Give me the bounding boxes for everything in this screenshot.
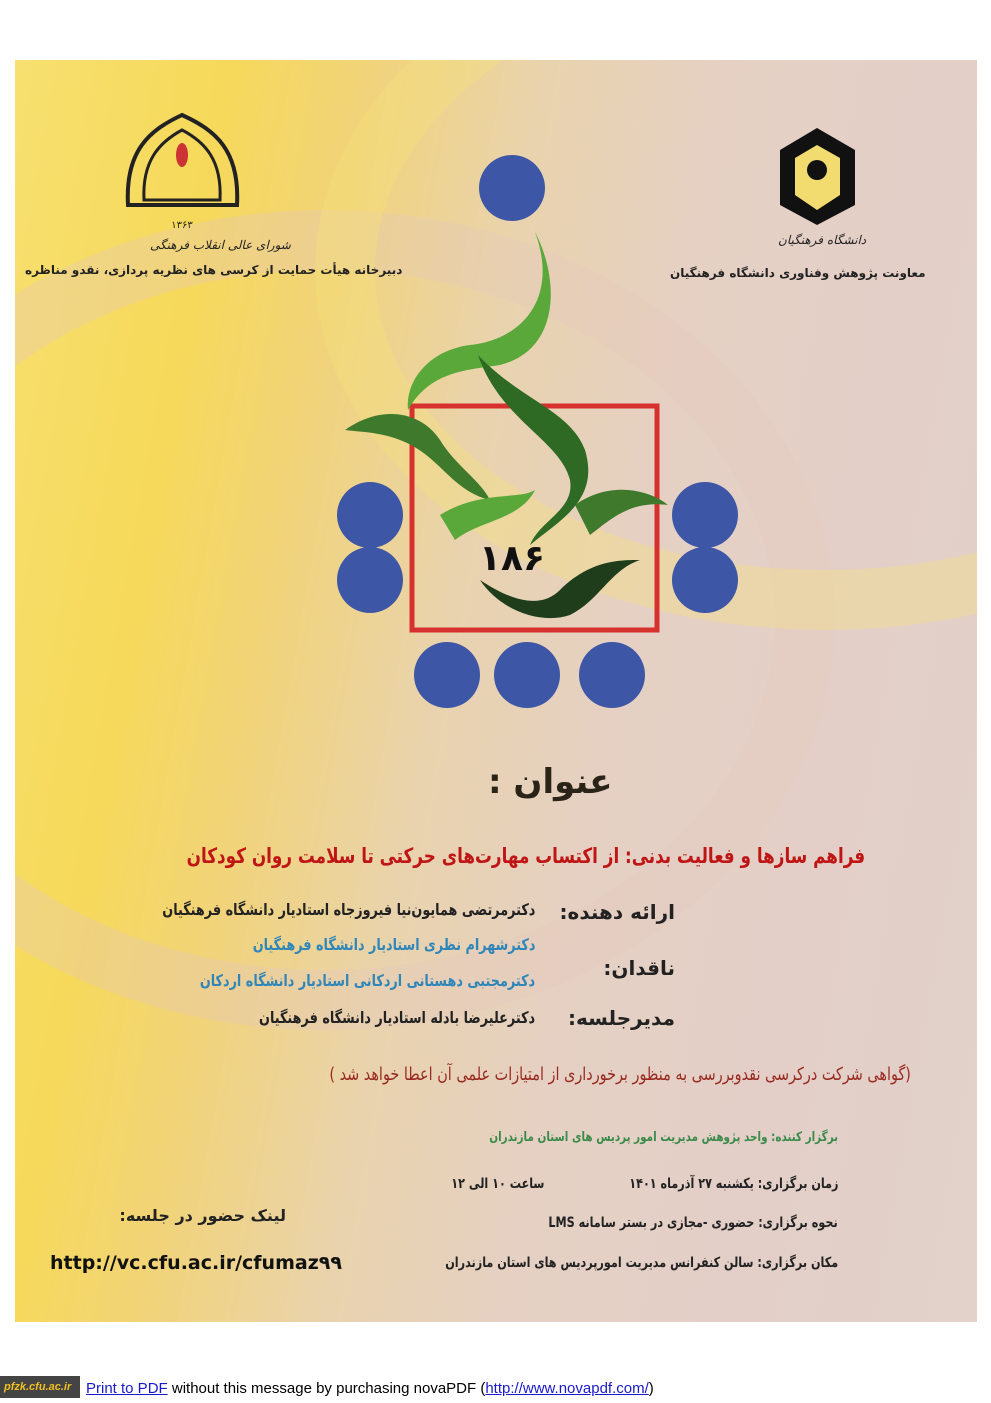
moderator-label: مدیرجلسه: [568,1006,675,1030]
event-title: فراهم سازها و فعالیت بدنی: از اکتساب مهارت‌های حرکتی تا سلامت روان کودکان [186,844,865,868]
farhangian-university-logo [775,125,860,230]
link-label: لینک حضور در جلسه: [119,1206,286,1225]
novapdf-link[interactable]: http://www.novapdf.com/ [485,1380,649,1397]
presenter-label: ارائه دهنده: [559,900,675,924]
print-to-pdf-link[interactable]: Print to PDF [86,1380,168,1397]
presenter: دکترمرتضی همایون‌نیا فیروزجاه استادیار دانشگاه فرهنگیان [161,900,535,919]
circle [579,642,645,708]
circle [672,547,738,613]
footer-close: ) [648,1380,654,1397]
circle [672,482,738,548]
moderator: دکترعلیرضا بادله استادیار دانشگاه فرهنگیان [258,1008,535,1027]
right-org-name: معاونت پژوهش وفناوری دانشگاه فرهنگیان [670,266,926,280]
critic-1: دکترشهرام نظری استادیار دانشگاه فرهنگیان [252,935,535,954]
heading: عنوان : [488,762,613,802]
leaf [575,490,668,535]
cultural-council-logo [120,110,245,240]
left-logo-caption: شورای عالی انقلاب فرهنگی [150,238,291,252]
critic-2: دکترمجتبی دهستانی اردکانی استادیار دانشگاه اردکان [199,971,535,990]
organizer: برگزار کننده: واحد پژوهش مدیریت امور پردیس های استان مازندران [489,1130,838,1145]
critics-label: ناقدان: [603,956,675,980]
circle [414,642,480,708]
circle [337,482,403,548]
svg-text:۱۳۶۳: ۱۳۶۳ [171,220,193,231]
event-venue: مکان برگزاری: سالن کنفرانس مدیریت امورپردیس های استان مازندران [445,1255,838,1271]
right-logo-caption: دانشگاه فرهنگیان [778,233,867,247]
emblem-number: ۱۸۶ [479,538,545,579]
leaf [408,232,551,410]
session-link[interactable]: http://vc.cfu.ac.ir/cfumaz۹۹ [50,1252,342,1274]
site-badge: pfzk.cfu.ac.ir [0,1376,80,1398]
event-date: زمان برگزاری: یکشنبه ۲۷ آذرماه ۱۴۰۱ [628,1176,838,1192]
certificate-note: (گواهی شرکت درکرسی نقدوبررسی به منظور برخورداری از امتیازات علمی آن اعطا خواهد شد ) [329,1064,911,1085]
footer-text: without this message by purchasing novaPDF ( [167,1380,486,1397]
novapdf-footer [86,1380,654,1397]
emblem [330,150,750,720]
circle [337,547,403,613]
event-mode: نحوه برگزاری: حضوری -مجازی در بستر سامانه LMS [548,1215,838,1231]
event-hours: ساعت ۱۰ الی ۱۲ [450,1176,544,1192]
circle [494,642,560,708]
left-org-name: دبیرخانه هیأت حمایت از کرسی های نظریه پردازی، نقدو مناظره [25,263,403,277]
circle [479,155,545,221]
